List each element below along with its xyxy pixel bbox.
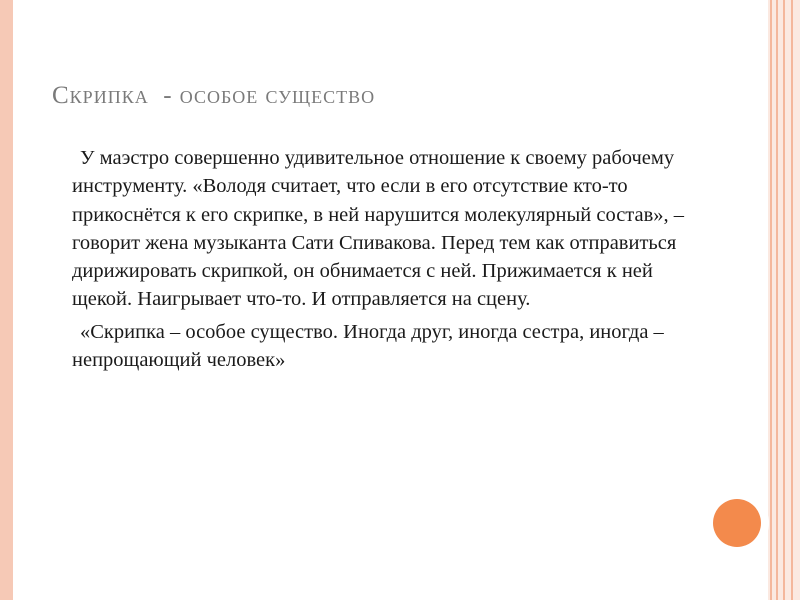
right-border-line xyxy=(791,0,793,600)
body-paragraph-text: «Скрипка – особое существо. Иногда друг, иногда сестра, иногда – непрощающий человек» xyxy=(72,320,664,372)
accent-circle xyxy=(713,499,761,547)
body-paragraph-text: У маэстро совершенно удивительное отношение к своему рабочему инструменту. «Володя считает, что если в его отсутствие кто-то прикоснётся к его скрипке, в ней нарушится молекулярный состав», – говорит жена музыканта Сати Спивакова. Перед тем как отправиться дирижировать скрипкой, он обнимается с ней. Прижимается к ней щекой. Наигрывает что-то. И отправляется на сцену. xyxy=(72,147,685,311)
left-border-decoration xyxy=(0,0,13,600)
right-border-line xyxy=(770,0,772,600)
right-border-line xyxy=(776,0,778,600)
right-border-line xyxy=(783,0,785,600)
body-paragraph xyxy=(72,144,712,314)
slide-title: Скрипка - особое существо xyxy=(52,82,376,109)
slide-body xyxy=(72,144,712,374)
body-paragraph xyxy=(72,318,712,375)
